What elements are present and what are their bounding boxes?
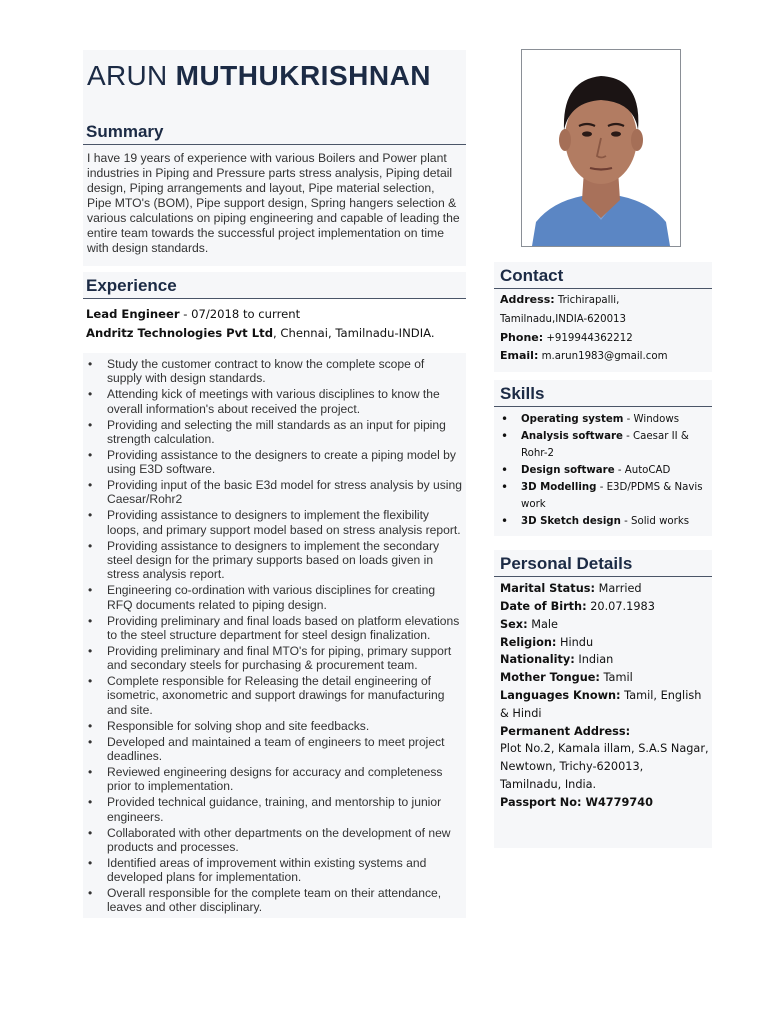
nationality-label: Nationality: bbox=[500, 653, 575, 667]
list-item: • Identified areas of improvement within existing systems and developed plans for implementation. bbox=[107, 856, 462, 885]
phone-value: +919944362212 bbox=[543, 332, 633, 344]
experience-entry bbox=[83, 299, 466, 343]
skills-list bbox=[494, 407, 712, 536]
skill-value: - AutoCAD bbox=[614, 465, 671, 477]
experience-heading: Experience bbox=[83, 272, 466, 299]
list-item: • Providing assistance to the designers to create a piping model by using E3D software. bbox=[107, 448, 462, 477]
list-item: • Providing preliminary and final MTO's for piping, primary support and secondary steels for purchasing & procurement team. bbox=[107, 644, 462, 673]
permanent-address-line1: Plot No.2, Kamala illam, S.A.S Nagar, bbox=[500, 742, 709, 756]
email-link[interactable]: m.arun1983@gmail.com bbox=[538, 351, 668, 363]
list-item: • Providing preliminary and final loads based on platform elevations to the steel structure department for steel design finalization. bbox=[107, 614, 462, 643]
passport-label: Passport No: bbox=[500, 795, 582, 809]
personal-details-section bbox=[494, 550, 712, 847]
passport-value: W4779740 bbox=[581, 795, 653, 809]
list-item: • Collaborated with other departments on the development of new products and processes. bbox=[107, 826, 462, 855]
skill-label: Operating system bbox=[521, 414, 624, 426]
list-item: • Reviewed engineering designs for accuracy and completeness prior to implementation. bbox=[107, 765, 462, 794]
list-item: • Providing input of the basic E3d model for stress analysis by using Caesar/Rohr2 bbox=[107, 478, 462, 507]
contact-section bbox=[494, 262, 712, 372]
contact-heading: Contact bbox=[494, 262, 712, 289]
nationality-value: Indian bbox=[574, 653, 614, 667]
permanent-address-line3: Tamilnadu, India. bbox=[500, 777, 597, 791]
phone-label: Phone: bbox=[500, 330, 544, 344]
address-label: Address: bbox=[500, 293, 555, 306]
skill-label: 3D Modelling bbox=[521, 482, 597, 494]
name-header bbox=[83, 50, 466, 112]
skills-heading: Skills bbox=[494, 380, 712, 407]
list-item: • Providing assistance to designers to implement the flexibility loops, and primary support model based on stress analysis report. bbox=[107, 508, 462, 537]
mother-tongue-label: Mother Tongue: bbox=[500, 671, 600, 685]
skill-value: - Caesar II & Rohr-2 bbox=[521, 431, 689, 460]
skill-value: - Solid works bbox=[620, 516, 690, 528]
left-column bbox=[83, 50, 466, 918]
mother-tongue-value: Tamil bbox=[599, 671, 633, 685]
personal-details bbox=[494, 577, 712, 847]
responsibility-list bbox=[83, 353, 466, 918]
list-item bbox=[521, 428, 708, 462]
job-title: Lead Engineer bbox=[86, 307, 180, 321]
company-location: , Chennai, Tamilnadu-INDIA. bbox=[273, 326, 435, 340]
sex-label: Sex: bbox=[500, 617, 528, 631]
list-item: • Attending kick of meetings with various disciplines to know the overall information's about received the project. bbox=[107, 387, 462, 416]
permanent-address-line2: Newtown, Trichy-620013, bbox=[500, 760, 644, 774]
list-item: • Providing assistance to designers to implement the secondary steel design for the primary supports based on loads given in stress analysis report. bbox=[107, 539, 462, 582]
list-item bbox=[521, 462, 708, 479]
skill-label: Analysis software bbox=[521, 431, 623, 443]
list-item bbox=[521, 513, 708, 530]
last-name: MUTHUKRISHNAN bbox=[175, 60, 432, 91]
first-name: ARUN bbox=[87, 60, 168, 91]
skill-value: - Windows bbox=[623, 414, 680, 426]
summary-heading: Summary bbox=[83, 122, 466, 145]
skill-label: Design software bbox=[521, 465, 615, 477]
person-photo-icon bbox=[522, 50, 680, 246]
sex-value: Male bbox=[527, 617, 558, 631]
candidate-name bbox=[87, 60, 431, 92]
address-line2: Tamilnadu,INDIA-620013 bbox=[500, 313, 627, 325]
company-name: Andritz Technologies Pvt Ltd bbox=[86, 326, 273, 340]
contact-details bbox=[494, 289, 712, 372]
list-item: • Study the customer contract to know the complete scope of supply with design standards. bbox=[107, 357, 462, 386]
list-item: • Responsible for solving shop and site feedbacks. bbox=[107, 719, 462, 733]
job-period: - 07/2018 to current bbox=[179, 307, 301, 321]
languages-value: Tamil, English & Hindi bbox=[500, 688, 702, 720]
religion-label: Religion: bbox=[500, 635, 557, 649]
list-item: • Providing and selecting the mill standards as an input for piping strength calculation. bbox=[107, 418, 462, 447]
list-item: • Complete responsible for Releasing the detail engineering of isometric, axonometric and support drawings for manufacturing and site. bbox=[107, 674, 462, 717]
list-item: • Provided technical guidance, training, and mentorship to junior engineers. bbox=[107, 795, 462, 824]
skill-label: 3D Sketch design bbox=[521, 516, 621, 528]
email-label: Email: bbox=[500, 349, 539, 363]
right-column bbox=[494, 262, 712, 848]
languages-label: Languages Known: bbox=[500, 688, 621, 702]
list-item bbox=[521, 479, 708, 513]
permanent-address-label: Permanent Address: bbox=[500, 724, 631, 738]
skills-section bbox=[494, 380, 712, 536]
personal-details-heading: Personal Details bbox=[494, 550, 712, 577]
religion-value: Hindu bbox=[556, 635, 594, 649]
marital-label: Marital Status: bbox=[500, 582, 595, 596]
list-item: • Developed and maintained a team of engineers to meet project deadlines. bbox=[107, 735, 462, 764]
dob-value: 20.07.1983 bbox=[586, 599, 655, 613]
marital-value: Married bbox=[594, 582, 642, 596]
list-item: • Engineering co-ordination with various disciplines for creating RFQ documents related to piping design. bbox=[107, 583, 462, 612]
summary-text: I have 19 years of experience with various Boilers and Power plant industries in Piping and Pressure parts stress analysis, Piping detail design, Piping arrangements and layout, Pipe material selection, Pipe MTO's (BOM), Pipe support design, Spring hangers selection & various calculations on piping engineering and capable of leading the entire team towards the successful project implementation on time with design standards. bbox=[83, 145, 466, 266]
dob-label: Date of Birth: bbox=[500, 599, 587, 613]
list-item bbox=[521, 411, 708, 428]
list-item: • Overall responsible for the complete team on their attendance, leaves and other disciplinary. bbox=[107, 886, 462, 915]
address-line1: Trichirapalli, bbox=[554, 295, 620, 306]
profile-photo bbox=[521, 49, 681, 247]
skill-value: - E3D/PDMS & Navis work bbox=[521, 482, 703, 511]
